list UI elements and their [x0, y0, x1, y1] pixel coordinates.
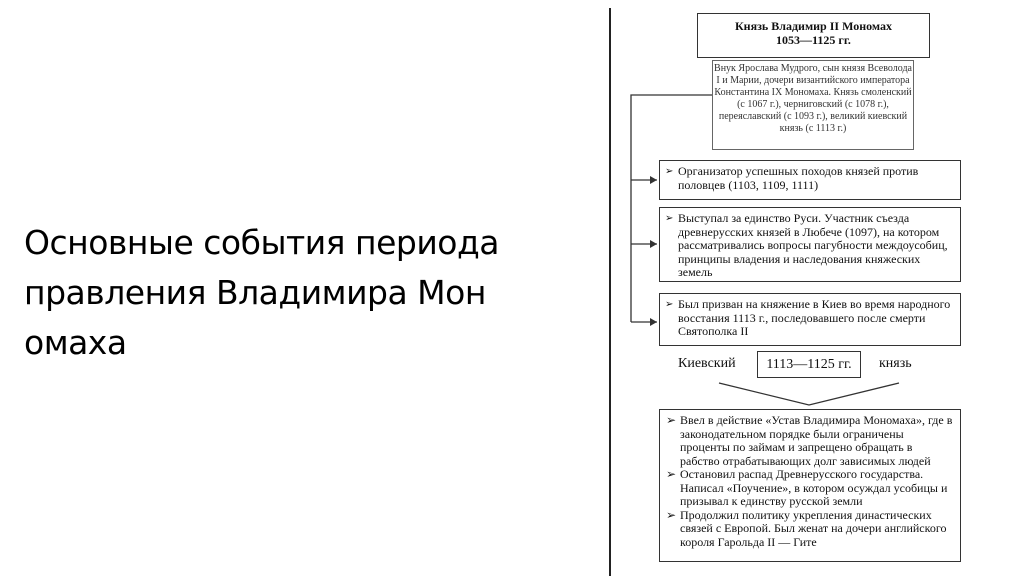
bullet-arrow-icon: ➢ — [665, 213, 674, 224]
achievement-text: Выступал за единство Руси. Участник съезда древнерусских князей в Любече (1097), на котором рассматривались вопросы пагубности междоусобиц, принципы владения и наследования княжеских земель — [678, 211, 948, 279]
bullet-arrow-icon: ➢ — [666, 507, 677, 522]
reign-item-text: Остановил распад Древнерусского государства. Написал «Поучение», в котором осуждал усобицы и призывал к единству русской земли — [680, 467, 948, 508]
reign-item — [668, 509, 954, 550]
reign-item — [668, 414, 954, 468]
ruler-years: 1053—1125 гг. — [776, 32, 851, 47]
achievement-box-1 — [659, 160, 961, 200]
achievement-text: Организатор успешных походов князей против половцев (1103, 1109, 1111) — [678, 164, 919, 192]
bullet-arrow-icon: ➢ — [665, 299, 674, 310]
reign-item-text: Продолжил политику укрепления династических связей с Европой. Был женат на дочери английского короля Гарольда II — Гите — [680, 507, 947, 549]
reign-item — [668, 468, 954, 509]
kyiv-label-right: князь — [879, 356, 912, 371]
bullet-arrow-icon: ➢ — [666, 467, 677, 481]
ruler-name: Князь Владимир II Мономах — [734, 19, 893, 33]
bullet-arrow-icon: ➢ — [665, 166, 674, 177]
kyiv-label-left: Киевский — [678, 356, 736, 371]
ruler-header-box — [697, 13, 930, 58]
kyiv-reign-years: 1113—1125 гг. — [757, 351, 861, 378]
achievement-text: Был призван на княжение в Киев во время народного восстания 1113 г., последовавшего после смерти Святополка II — [678, 297, 951, 338]
reign-box — [659, 409, 961, 562]
achievement-box-2 — [659, 207, 961, 282]
reign-item-text: Ввел в действие «Устав Владимира Мономаха», где в законодательном порядке были ограничены проценты по займам и запрещено обращать в рабство отрабатывающих долг зависимых людей — [680, 413, 953, 468]
slide-title: Основные события периода правления Владимира Мон омаха — [24, 223, 500, 362]
biography-box: Внук Ярослава Мудрого, сын князя Всеволода I и Марии, дочери византийского императора Константина IX Мономаха. Князь смоленский (с 1067 г.), черниговский (с 1078 г.), переяславский (с 1093 г.), великий киевский князь (с 1113 г.) — [712, 60, 914, 150]
achievement-box-3 — [659, 293, 961, 346]
bullet-arrow-icon: ➢ — [666, 413, 677, 427]
